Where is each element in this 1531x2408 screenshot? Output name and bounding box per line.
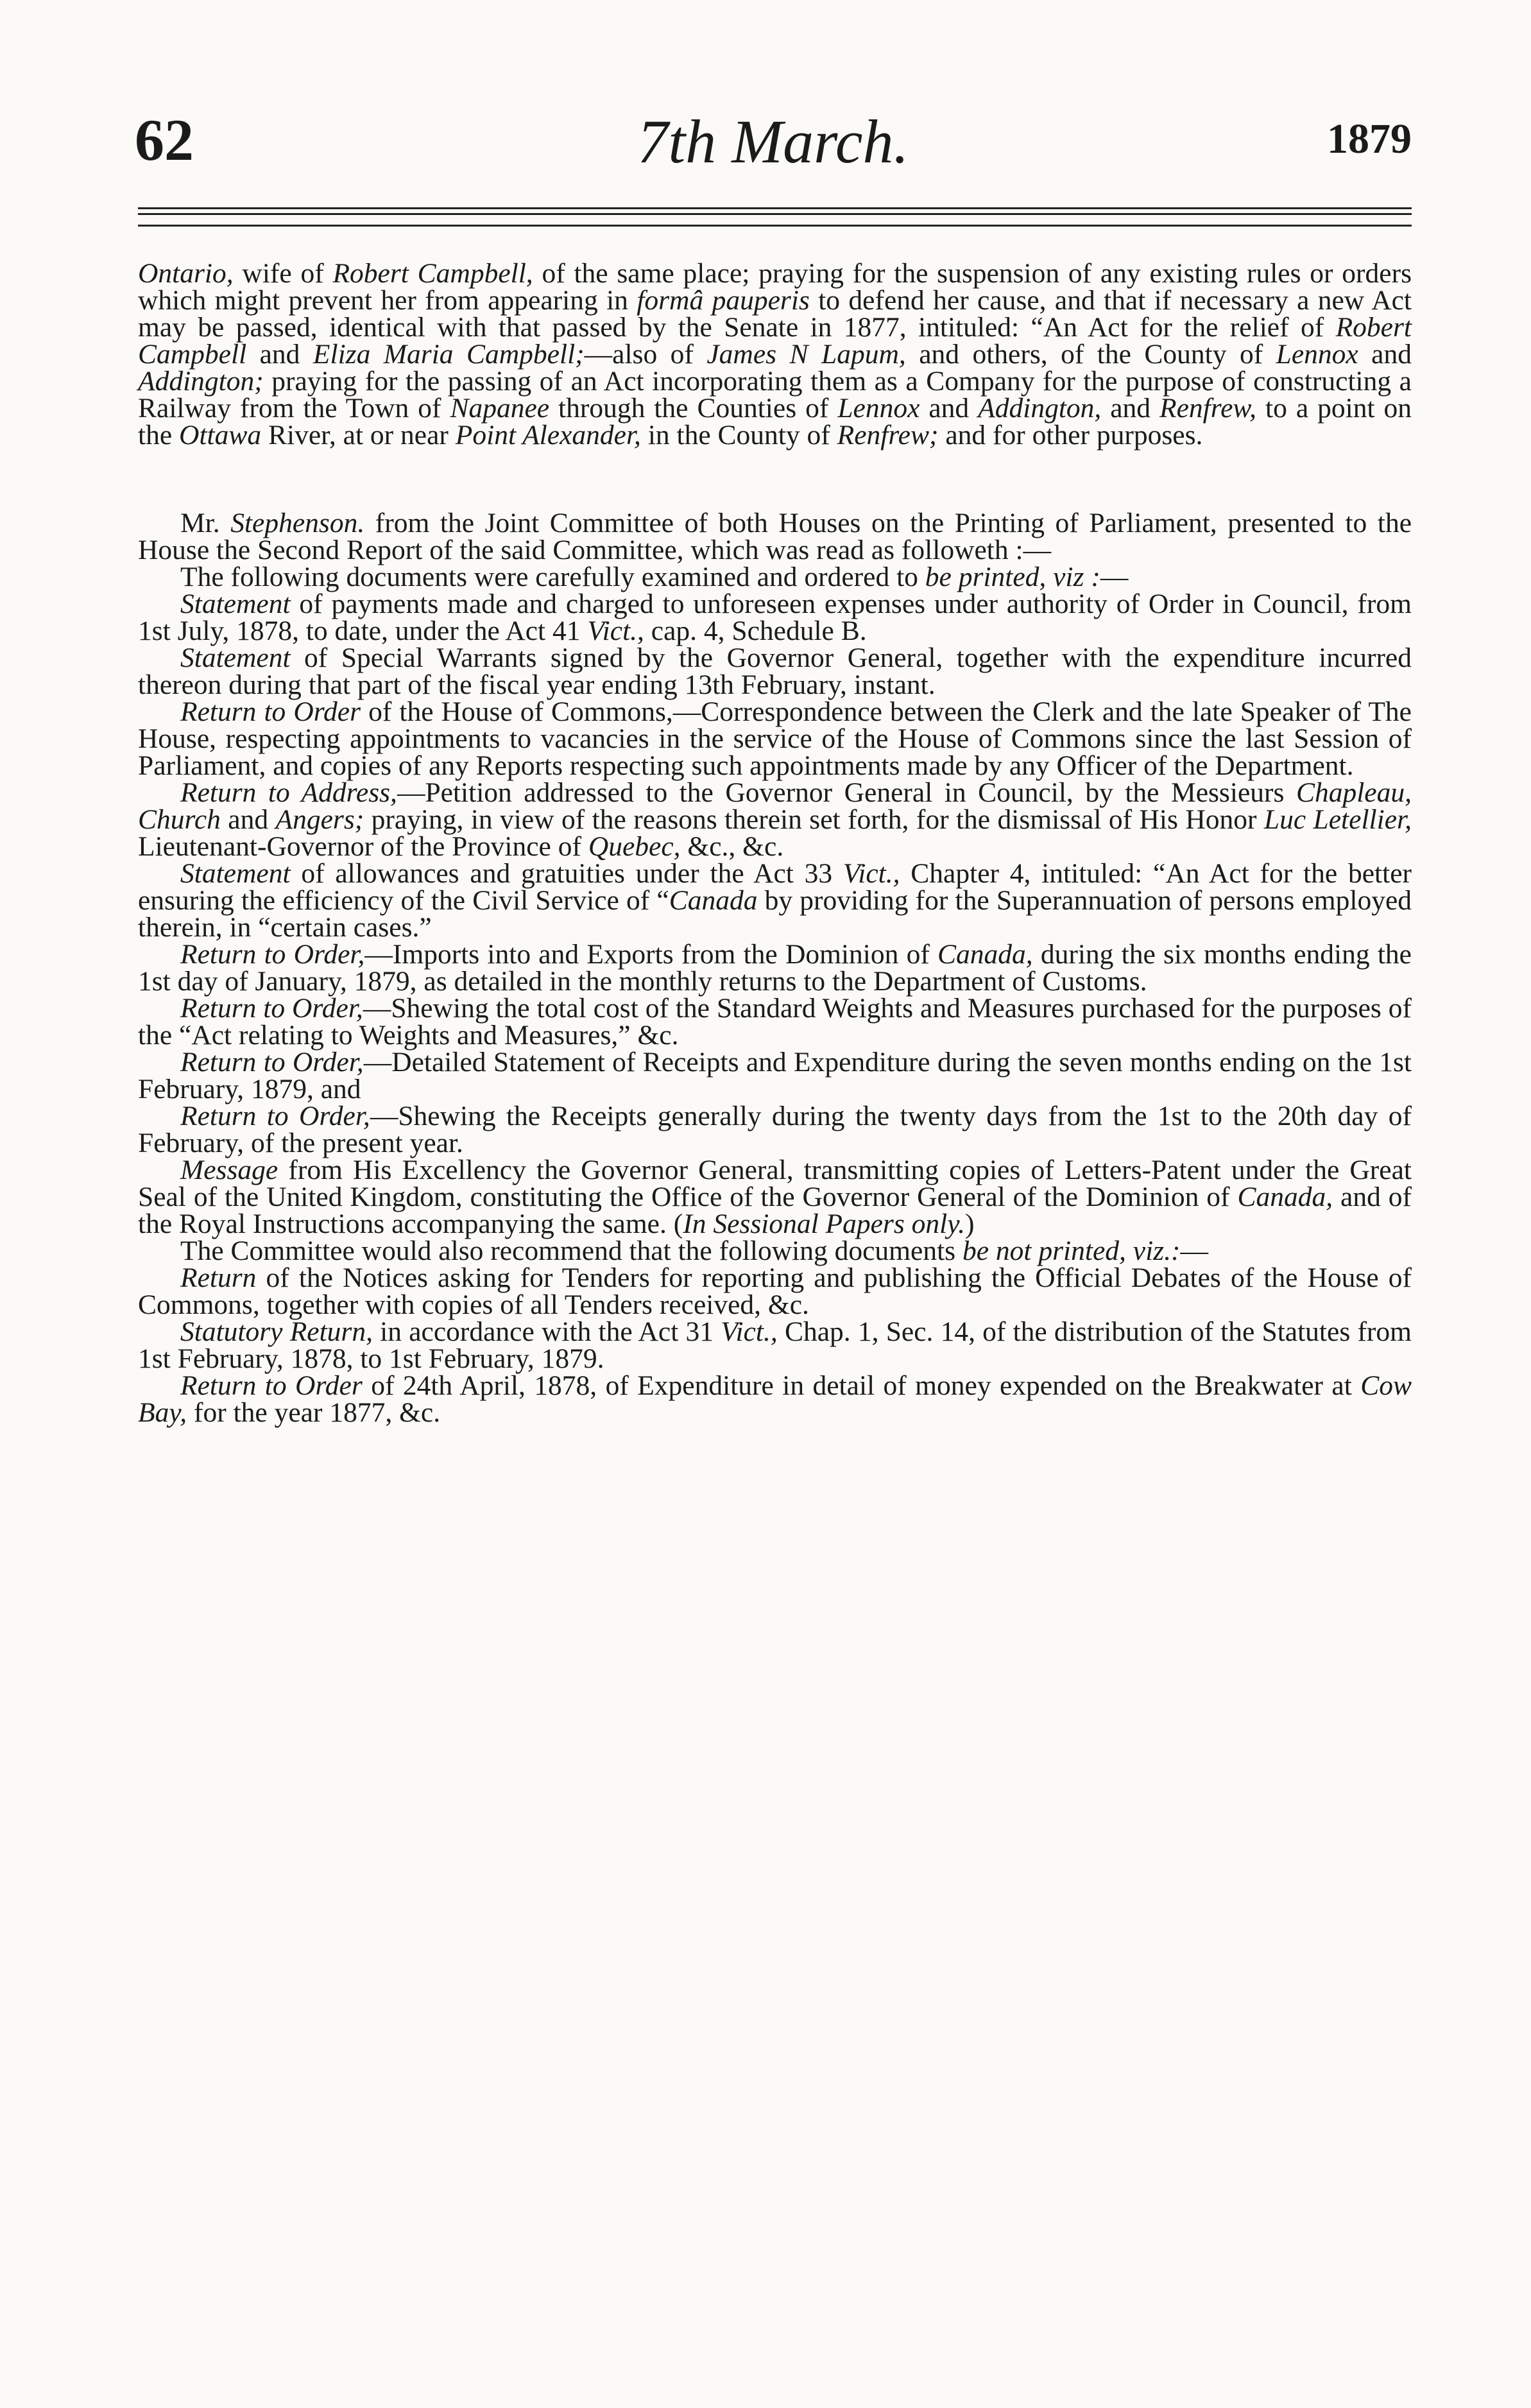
paragraph: Statutory Return, in accordance with the Act 31 Vict., Chap. 1, Sec. 14, of the distribution of the Statutes from 1st February, 1878, to 1st February, 1879. xyxy=(138,1316,1412,1374)
body-text xyxy=(138,260,1412,1426)
paragraph-gap xyxy=(138,449,1412,510)
paragraph: Return to Address,—Petition addressed to the Governor General in Council, by the Messieurs Chapleau, Church and Angers; praying, in view of the reasons therein set forth, for the dismissal of His Honor Luc Letellier, Lieutenant-Governor of the Province of Quebec, &c., &c. xyxy=(138,777,1412,862)
paragraph: Statement of Special Warrants signed by the Governor General, together with the expenditure incurred thereon during that part of the fiscal year ending 13th February, instant. xyxy=(138,642,1412,700)
paragraph: Return to Order,—Imports into and Exports from the Dominion of Canada, during the six months ending the 1st day of January, 1879, as detailed in the monthly returns to the Department of Customs. xyxy=(138,939,1412,997)
page-header xyxy=(135,106,1412,183)
paragraph: Return to Order,—Shewing the total cost of the Standard Weights and Measures purchased for the purposes of the “Act relating to Weights and Measures,” &c. xyxy=(138,993,1412,1051)
paragraph: Message from His Excellency the Governor General, transmitting copies of Letters-Patent under the Great Seal of the United Kingdom, constituting the Office of the Governor General of the Dominion of Canada, and of the Royal Instructions accompanying the same. (In Sessional Papers only.) xyxy=(138,1155,1412,1239)
page-year: 1879 xyxy=(1327,116,1412,162)
page-number: 62 xyxy=(135,107,194,173)
paragraph: Mr. Stephenson. from the Joint Committee of both Houses on the Printing of Parliament, presented to the House the Second Report of the said Committee, which was read as followeth :— xyxy=(138,508,1412,565)
paragraph: Return to Order of the House of Commons,—Correspondence between the Clerk and the late Speaker of The House, respecting appointments to vacancies in the service of the House of Commons since the last Session of Parliament, and copies of any Reports respecting such appointments made by any Officer of the Department. xyxy=(138,696,1412,781)
page-date-title: 7th March. xyxy=(637,107,909,176)
paragraph: Return to Order,—Shewing the Receipts generally during the twenty days from the 1st to the 20th day of February, of the present year. xyxy=(138,1101,1412,1158)
header-rule-middle xyxy=(138,213,1412,215)
paragraph: Ontario, wife of Robert Campbell, of the same place; praying for the suspension of any existing rules or orders which might prevent her from appearing in formâ pauperis to defend her cause, and that if necessary a new Act may be passed, identical with that passed by the Senate in 1877, intituled: “An Act for the relief of Robert Campbell and Eliza Maria Campbell;—also of James N Lapum, and others, of the County of Lennox and Addington; praying for the passing of an Act incorporating them as a Company for the purpose of constructing a Railway from the Town of Napanee through the Counties of Lennox and Addington, and Renfrew, to a point on the Ottawa River, at or near Point Alexander, in the County of Renfrew; and for other purposes. xyxy=(138,258,1412,451)
paragraph: Return to Order,—Detailed Statement of Receipts and Expenditure during the seven months ending on the 1st February, 1879, and xyxy=(138,1047,1412,1105)
paragraph: Statement of payments made and charged to unforeseen expenses under authority of Order in Council, from 1st July, 1878, to date, under the Act 41 Vict., cap. 4, Schedule B. xyxy=(138,589,1412,646)
paragraph: The following documents were carefully examined and ordered to be printed, viz :— xyxy=(180,562,1129,592)
paragraph: Return to Order of 24th April, 1878, of Expenditure in detail of money expended on the Breakwater at Cow Bay, for the year 1877, &c. xyxy=(138,1370,1412,1428)
paragraph: Return of the Notices asking for Tenders for reporting and publishing the Official Debates of the House of Commons, together with copies of all Tenders received, &c. xyxy=(138,1262,1412,1320)
header-rule-top xyxy=(138,207,1412,209)
paragraph: The Committee would also recommend that the following documents be not printed, viz.:— xyxy=(180,1235,1208,1266)
header-rule-bottom xyxy=(138,225,1412,227)
paragraph: Statement of allowances and gratuities under the Act 33 Vict., Chapter 4, intituled: “An Act for the better ensuring the efficiency of the Civil Service of “Canada by providing for the Superannuation of persons employed therein, in “certain cases.” xyxy=(138,858,1412,943)
